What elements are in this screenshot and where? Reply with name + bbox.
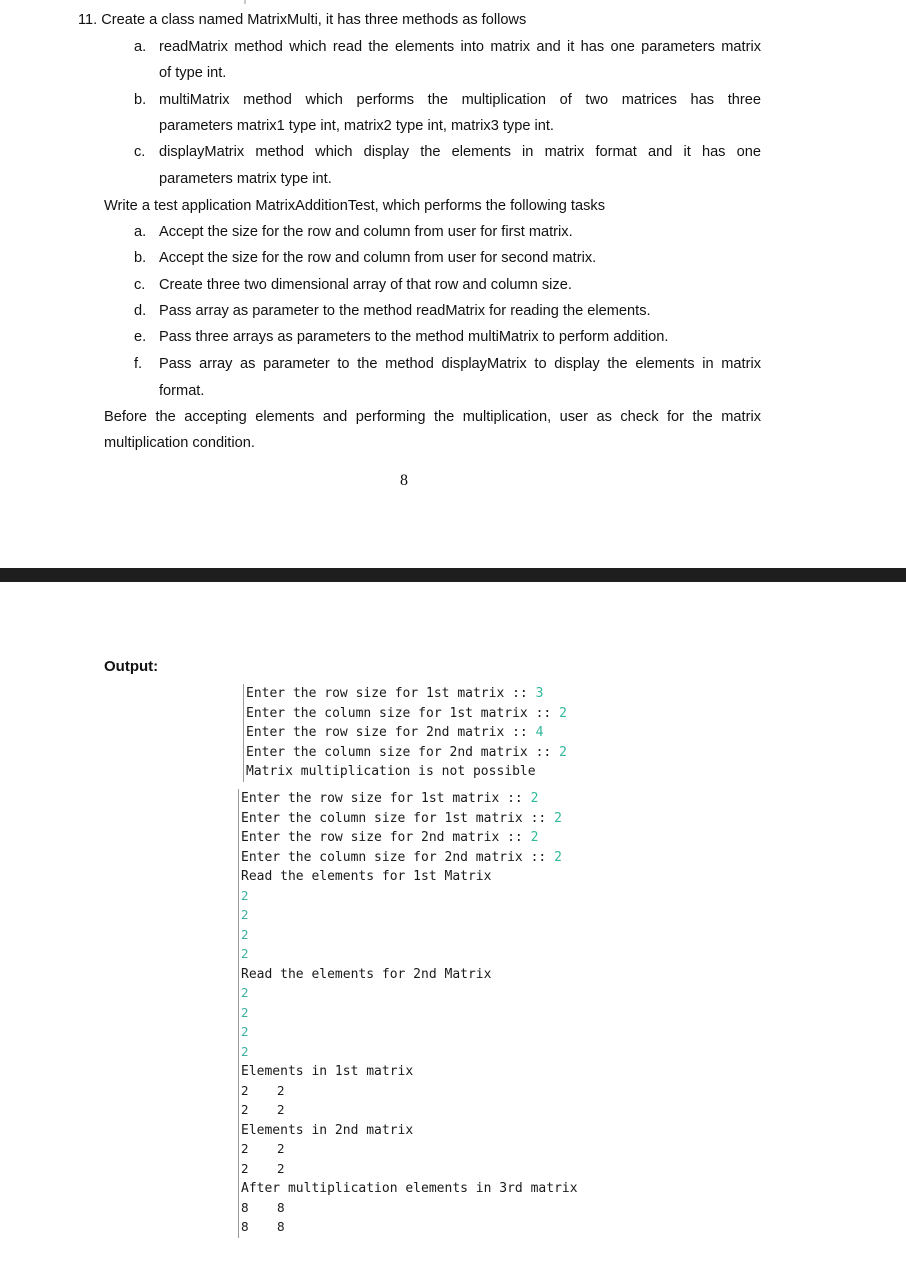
note-line2: multiplication condition.	[104, 435, 255, 451]
element-input: 2	[241, 947, 249, 961]
matrix-row	[241, 1101, 578, 1121]
console-run-2	[238, 789, 578, 1238]
user-input: 2	[530, 830, 539, 845]
matrix-row	[241, 1140, 578, 1160]
matrix-row	[241, 1160, 578, 1180]
matrix-row	[241, 1199, 578, 1219]
prompt-text: Enter the row size for 2nd matrix ::	[246, 725, 536, 740]
user-input: 4	[535, 725, 544, 740]
matrix-cell: 2	[277, 1103, 285, 1117]
matrix2-label: Elements in 2nd matrix	[241, 1122, 414, 1138]
task-b: Accept the size for the row and column from user for second matrix.	[159, 250, 597, 266]
list-marker: c.	[134, 144, 146, 160]
user-input: 2	[559, 744, 567, 760]
console-line	[241, 789, 578, 809]
matrix1-label: Elements in 1st matrix	[241, 1064, 414, 1079]
matrix-cell: 8	[241, 1200, 249, 1215]
element-input: 2	[241, 1025, 249, 1039]
task-e: Pass three arrays as parameters to the method multiMatrix to perform addition.	[159, 329, 669, 345]
user-input: 2	[559, 705, 567, 721]
note-line1: Before the accepting elements and performing the multiplication, user as check for the matrix	[104, 409, 761, 425]
question-heading: 11. Create a class named MatrixMulti, it has three methods as follows	[78, 12, 527, 28]
prompt-text: Enter the row size for 1st matrix ::	[246, 686, 536, 701]
matrix3-label: After multiplication elements in 3rd matrix	[241, 1181, 578, 1196]
method-c-line1: displayMatrix method which display the elements in matrix format and it has one	[159, 144, 761, 160]
user-input: 2	[530, 791, 539, 806]
user-input: 3	[535, 686, 544, 701]
prompt-text: Enter the row size for 1st matrix ::	[241, 791, 531, 806]
read1-label: Read the elements for 1st Matrix	[241, 869, 492, 884]
task-a: Accept the size for the row and column from user for first matrix.	[159, 224, 573, 240]
matrix-cell: 2	[277, 1142, 285, 1156]
user-input: 2	[554, 810, 562, 826]
matrix-cell: 2	[241, 1103, 249, 1117]
method-b-line2: parameters matrix1 type int, matrix2 type int, matrix3 type int.	[159, 118, 554, 134]
list-marker: e.	[134, 329, 147, 345]
task-f-line1: Pass array as parameter to the method displayMatrix to display the elements in matrix	[159, 356, 761, 372]
method-b-line1: multiMatrix method which performs the multiplication of two matrices has three	[159, 92, 761, 108]
list-marker: c.	[134, 277, 146, 293]
task-f-line2: format.	[159, 383, 205, 399]
page-separator	[0, 568, 906, 582]
console-run-1	[243, 684, 567, 782]
prompt-text: Enter the column size for 2nd matrix ::	[246, 744, 560, 760]
matrix-row	[241, 1082, 578, 1102]
list-marker: a.	[134, 39, 147, 55]
matrix-cell: 8	[277, 1220, 285, 1234]
prompt-text: Enter the column size for 1st matrix ::	[241, 810, 555, 826]
list-marker: d.	[134, 303, 147, 319]
prompt-text: Enter the column size for 1st matrix ::	[246, 705, 560, 721]
prompt-text: Enter the column size for 2nd matrix ::	[241, 849, 555, 865]
user-input: 2	[554, 849, 562, 865]
matrix-row	[241, 1218, 578, 1238]
element-input: 2	[241, 1005, 249, 1020]
element-input: 2	[241, 986, 249, 1000]
console-line	[241, 828, 578, 848]
console-line	[241, 848, 578, 868]
read2-label: Read the elements for 2nd Matrix	[241, 966, 492, 982]
matrix-cell: 2	[277, 1161, 285, 1176]
prompt-text: Enter the row size for 2nd matrix ::	[241, 830, 531, 845]
matrix-cell: 2	[241, 1142, 249, 1156]
console-line	[246, 684, 567, 704]
console-line	[246, 704, 567, 724]
console-line	[241, 809, 578, 829]
console-line	[246, 743, 567, 763]
output-label: Output:	[104, 658, 159, 675]
element-input: 2	[241, 908, 249, 922]
method-a-line1: readMatrix method which read the elements into matrix and it has one parameters matrix	[159, 39, 761, 55]
page-edge-mark	[244, 0, 246, 4]
method-a-line2: of type int.	[159, 65, 227, 81]
page-number: 8	[400, 472, 408, 489]
matrix-cell: 2	[277, 1083, 285, 1098]
matrix-cell: 2	[241, 1161, 249, 1176]
list-marker: b.	[134, 250, 147, 266]
task-c: Create three two dimensional array of that row and column size.	[159, 277, 572, 293]
result-message: Matrix multiplication is not possible	[246, 764, 536, 779]
list-marker: a.	[134, 224, 147, 240]
element-input: 2	[241, 927, 249, 942]
matrix-cell: 8	[241, 1220, 249, 1234]
console-line	[246, 723, 567, 743]
method-c-line2: parameters matrix type int.	[159, 171, 332, 187]
matrix-cell: 2	[241, 1083, 249, 1098]
element-input: 2	[241, 888, 249, 903]
test-intro: Write a test application MatrixAdditionTest, which performs the following tasks	[104, 198, 605, 214]
element-input: 2	[241, 1044, 249, 1059]
list-marker: f.	[134, 356, 143, 372]
matrix-cell: 8	[277, 1200, 285, 1215]
task-d: Pass array as parameter to the method readMatrix for reading the elements.	[159, 303, 651, 319]
list-marker: b.	[134, 92, 147, 108]
